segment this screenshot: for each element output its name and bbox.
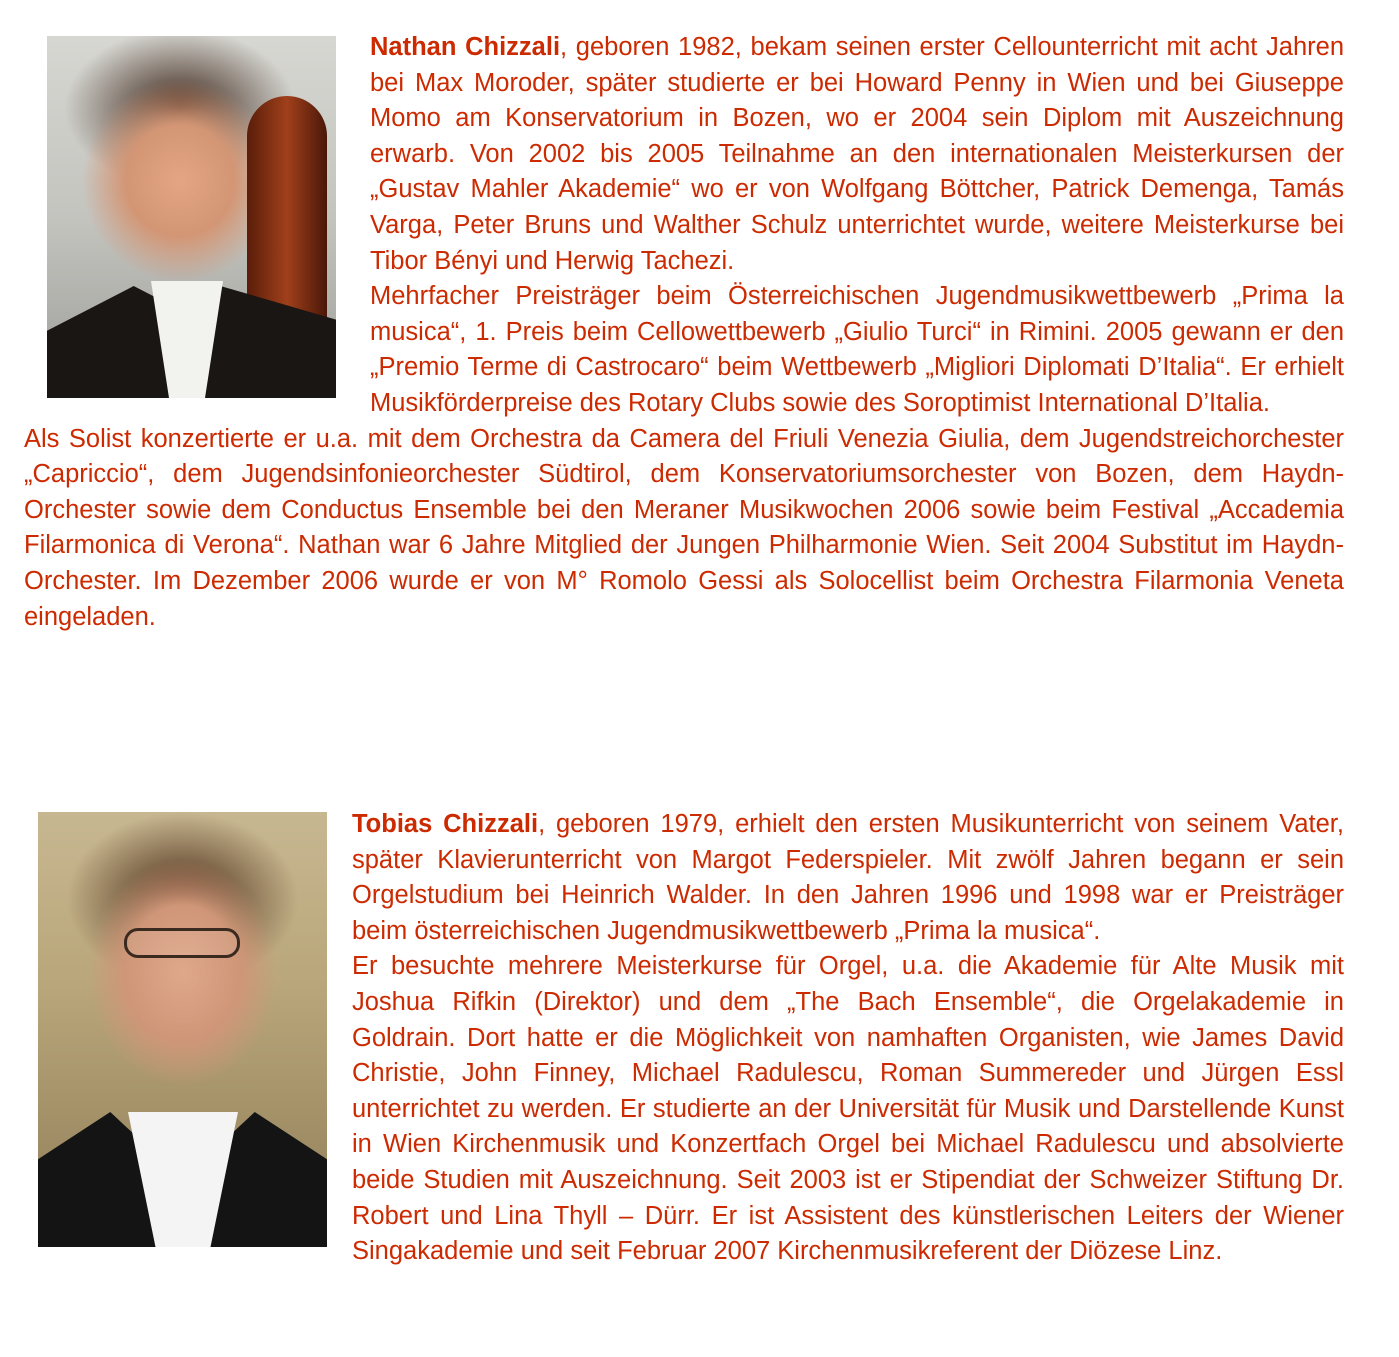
bio-paragraph: Als Solist konzertierte er u.a. mit dem Orchestra da Camera del Friuli Venezia Giulia, dem Jugendstreichorchester „Capriccio“, dem Jugendsinfonieorchester Südtirol, dem Konservatoriumsorchester von Bozen, dem Haydn-Orchester sowie dem Conductus Ensemble bei den Meraner Musikwochen 2006 sowie beim Festival „Accademia Filarmonica di Verona“. Nathan war 6 Jahre Mitglied der Jungen Philharmonie Wien. Seit 2004 Substitut im Haydn-Orchester. Im Dezember 2006 wurde er von M° Romolo Gessi als Solocellist beim Orchestra Filarmonia Veneta eingeladen. [24, 424, 1344, 631]
bio-paragraph: Er besuchte mehrere Meisterkurse für Orgel, u.a. die Akademie für Alte Musik mit Joshua Rifkin (Direktor) und dem „The Bach Ensemble“, die Orgelakademie in Goldrain. Dort hatte er die Möglichkeit von namhaften Organisten, wie James David Christie, John Finney, Michael Radulescu, Roman Summereder und Jürgen Essl unterrichtet zu werden. Er studierte an der Universität für Musik und Darstellende Kunst in Wien Kirchenmusik und Konzertfach Orgel bei Michael Radulescu und absolvierte beide Studien mit Auszeichnung. Seit 2003 ist er Stipendiat der Schweizer Stiftung Dr. Robert und Lina Thyll – Dürr. Er ist Assistent des künstlerischen Leiters der Wiener Singakademie und seit Februar 2007 Kirchenmusikreferent der Diözese Linz. [352, 952, 1344, 1266]
portrait-nathan-chizzali [47, 36, 336, 398]
bio-intro-text: , geboren 1982, bekam seinen erster Cellounterricht mit acht Jahren bei Max Moroder, später studierte er bei Howard Penny in Wien und bei Giuseppe Momo am Konservatorium in Bozen, wo er 2004 sein Diplom mit Auszeichnung erwarb. Von 2002 bis 2005 Teilnahme an den internationalen Meisterkursen der „Gustav Mahler Akademie“ wo er von Wolfgang Böttcher, Patrick Demenga, Tamás Varga, Peter Bruns und Walther Schulz unterrichtet wurde, weitere Meisterkurse bei Tibor Bényi und Herwig Tachezi. [370, 33, 1345, 275]
portrait-tobias-chizzali [38, 812, 327, 1247]
bio-intro-text: , geboren 1979, erhielt den ersten Musikunterricht von seinem Vater, später Klavierunterricht von Margot Federspieler. Mit zwölf Jahren begann er sein Orgelstudium bei Heinrich Walder. In den Jahren 1996 und 1998 war er Preisträger beim österreichischen Jugendmusikwettbewerb „Prima la musica“. [352, 810, 1344, 945]
bio-nathan-chizzali [24, 30, 1344, 635]
glasses-shape [124, 928, 240, 958]
bio-name: Nathan Chizzali [370, 33, 561, 61]
bio-paragraph: Mehrfacher Preisträger beim Österreichischen Jugendmusikwettbewerb „Prima la musica“, 1. Preis beim Cellowettbewerb „Giulio Turci“ in Rimini. 2005 gewann er den „Premio Terme di Castrocaro“ beim Wettbewerb „Migliori Diplomati D’Italia“. Er erhielt Musikförderpreise des Rotary Clubs sowie des Soroptimist International D’Italia. [370, 282, 1344, 417]
bio-name: Tobias Chizzali [352, 810, 539, 838]
bio-tobias-chizzali [24, 807, 1344, 1270]
